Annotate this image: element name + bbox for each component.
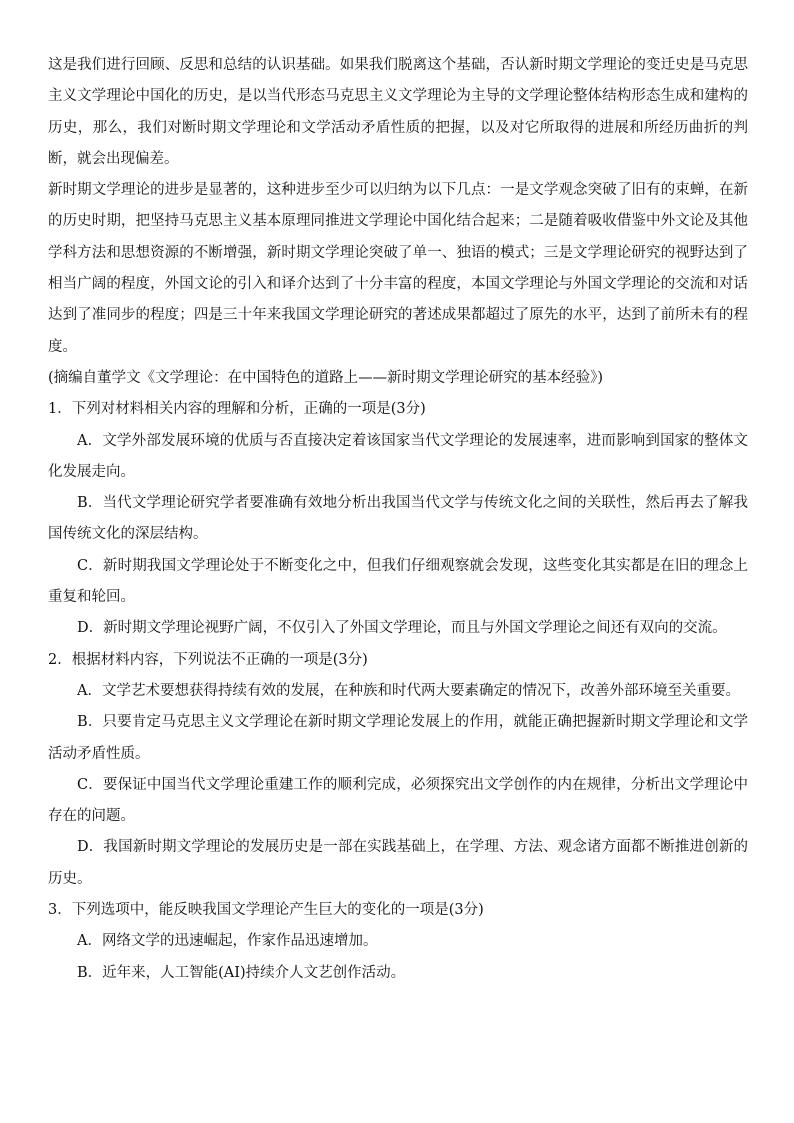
question-1-option-d: D．新时期文学理论视野广阔，不仅引入了外国文学理论，而且与外国文学理论之间还有双向的交流。 [77, 620, 727, 637]
question-2-option-d: D．我国新时期文学理论的发展历史是一部在实践基础上，在学理、方法、观念诸方面都不断推进创新的历史。 [48, 839, 748, 887]
question-1-option-b: B．当代文学理论研究学者要准确有效地分析出我国当代文学与传统文化之间的关联性，然后再去了解我国传统文化的深层结构。 [48, 495, 748, 543]
question-2-option-c: C．要保证中国当代文学理论重建工作的顺利完成，必须探究出文学创作的内在规律，分析出文学理论中存在的问题。 [48, 776, 748, 825]
exam-page [48, 50, 748, 989]
question-3-option-b: B．近年来，人工智能(AI)持续介人文艺创作活动。 [77, 964, 406, 981]
passage-paragraph-2: 新时期文学理论的进步是显著的，这种进步至少可以归纳为以下几点：一是文学观念突破了旧有的束蝉，在新的历史时期，把坚持马克思主义基本原理同推进文学理论中国化结合起来；二是随着吸收借鉴中外文论及其他学科方法和思想资源的不断增强，新时期文学理论突破了单一、独语的模式；三是文学理论研究的视野达到了相当广阔的程度，外国文论的引入和译介达到了十分丰富的程度，本国文学理论与外国文学理论的交流和对话达到了准同步的程度；四是三十年来我国文学理论研究的著述成果都超过了原先的水平，达到了前所未有的程度。 [48, 182, 748, 355]
question-3-stem: 3．下列选项中，能反映我国文学理论产生巨大的变化的一项是(3分) [48, 902, 484, 919]
passage-paragraph-1: 这是我们进行回顾、反思和总结的认识基础。如果我们脱离这个基础，否认新时期文学理论的变迁史是马克思主义文学理论中国化的历史，是以当代形态马克思主义文学理论为主导的文学理论整体结构形态生成和建构的历史，那么，我们对断时期文学理论和文学活动矛盾性质的把握，以及对它所取得的进展和所经历曲折的判断，就会出现偏差。 [48, 57, 748, 167]
question-2-stem: 2．根据材料内容，下列说法不正确的一项是(3分) [48, 651, 368, 668]
question-1-option-a: A．文学外部发展环境的优质与否直接决定着该国家当代文学理论的发展速率，进而影响到国家的整体文化发展走向。 [48, 432, 748, 480]
question-1-stem: 1．下列对材料相关内容的理解和分析，正确的一项是(3分) [48, 401, 426, 418]
question-1-option-c: C．新时期我国文学理论处于不断变化之中，但我们仔细观察就会发现，这些变化其实都是在旧的理念上重复和轮回。 [48, 557, 748, 606]
question-3-option-a: A．网络文学的迅速崛起，作家作品迅速增加。 [77, 933, 378, 950]
passage-source: (摘编自董学文《文学理论：在中国特色的道路上——新时期文学理论研究的基本经验》) [48, 369, 604, 386]
question-2-option-a: A．文学艺术要想获得持续有效的发展，在种族和时代两大要素确定的情况下，改善外部环境至关重要。 [77, 682, 740, 699]
question-2-option-b: B．只要肯定马克思主义文学理论在新时期文学理论发展上的作用，就能正确把握新时期文学理论和文学活动矛盾性质。 [48, 714, 748, 762]
